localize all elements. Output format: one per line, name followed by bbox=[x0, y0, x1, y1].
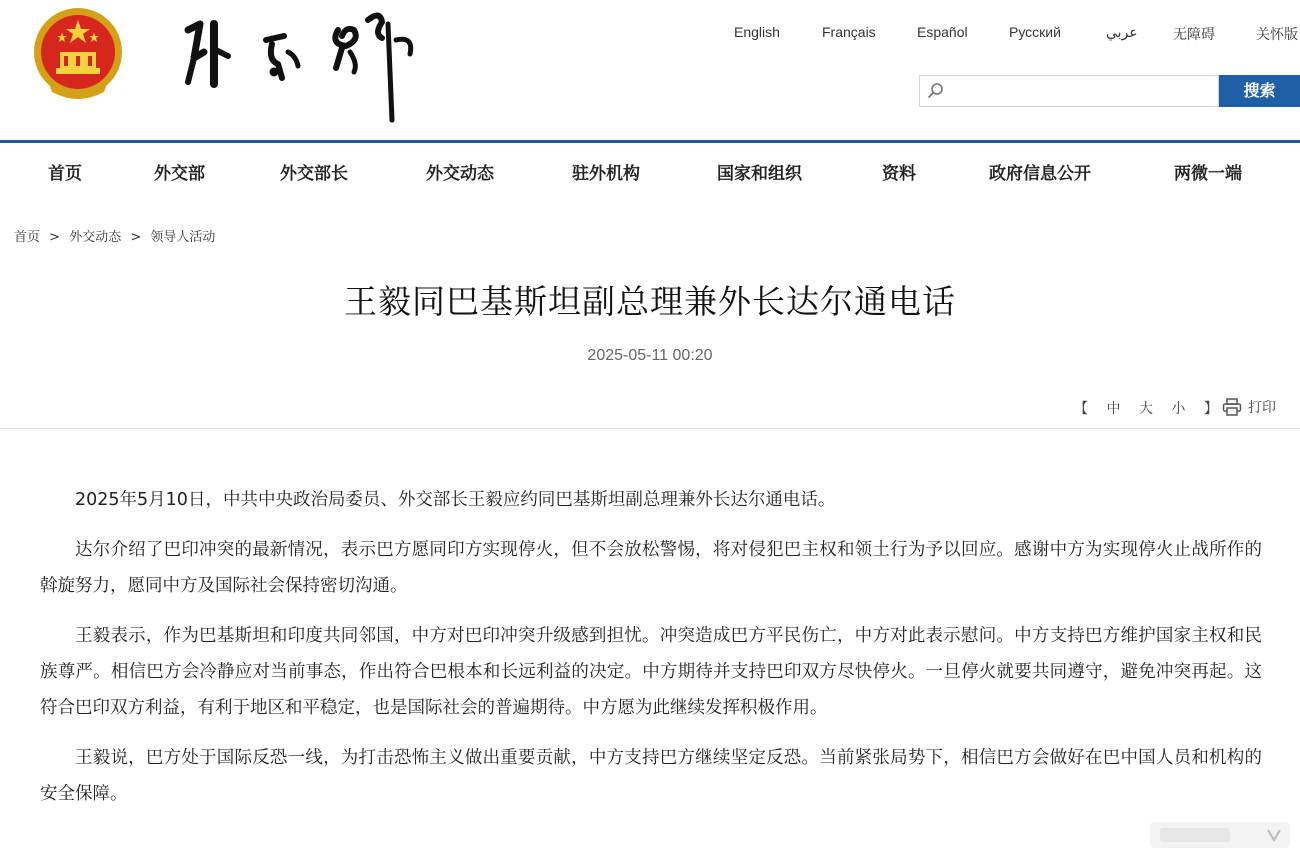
search-input[interactable] bbox=[950, 76, 1216, 106]
nav-item-missions[interactable]: 驻外机构 bbox=[572, 164, 640, 184]
article-body bbox=[40, 482, 1262, 826]
breadcrumb-separator: > bbox=[130, 230, 142, 245]
lang-spanish-link[interactable]: Español bbox=[917, 24, 968, 40]
care-mode-link[interactable]: 关怀版 bbox=[1256, 26, 1298, 42]
main-nav bbox=[0, 143, 1300, 195]
lang-english-link[interactable]: English bbox=[734, 24, 780, 40]
search-button[interactable]: 搜索 bbox=[1219, 75, 1300, 107]
breadcrumb-leaders[interactable]: 领导人活动 bbox=[150, 230, 216, 245]
breadcrumb-separator: > bbox=[49, 230, 61, 245]
article-date: 2025-05-11 00:20 bbox=[587, 347, 713, 364]
lang-french-link[interactable]: Français bbox=[822, 24, 876, 40]
nav-item-home[interactable]: 首页 bbox=[48, 164, 82, 184]
article-divider bbox=[0, 428, 1300, 429]
article-title: 王毅同巴基斯坦副总理兼外长达尔通电话 bbox=[344, 282, 956, 321]
print-button[interactable] bbox=[1222, 397, 1276, 417]
article-paragraph: 达尔介绍了巴印冲突的最新情况，表示巴方愿同印方实现停火，但不会放松警惕，将对侵犯巴主权和领土行为予以回应。感谢中方为实现停火止战所作的斡旋努力，愿同中方及国际社会保持密切沟通。 bbox=[40, 540, 1262, 596]
font-size-medium-button[interactable]: 中 bbox=[1106, 401, 1121, 417]
font-size-small-button[interactable]: 小 bbox=[1171, 401, 1186, 417]
breadcrumb bbox=[14, 226, 215, 245]
nav-item-social[interactable]: 两微一端 bbox=[1174, 164, 1242, 184]
site-header bbox=[0, 0, 1300, 142]
national-emblem-icon[interactable] bbox=[32, 6, 124, 102]
ministry-calligraphy-logo[interactable] bbox=[170, 0, 430, 130]
accessibility-link[interactable]: 无障碍 bbox=[1173, 26, 1215, 42]
article-paragraph: 王毅表示，作为巴基斯坦和印度共同邻国，中方对巴印冲突升级感到担忧。冲突造成巴方平民伤亡，中方对此表示慰问。中方支持巴方维护国家主权和民族尊严。相信巴方会冷静应对当前事态，作出符合巴根本和长远利益的决定。中方期待并支持巴印双方尽快停火。一旦停火就要共同遵守，避免冲突再起。这符合巴印双方利益，有利于地区和平稳定，也是国际社会的普遍期待。中方愿为此继续发挥积极作用。 bbox=[40, 626, 1262, 718]
nav-item-countries[interactable]: 国家和组织 bbox=[717, 164, 802, 184]
article-paragraph: 2025年5月10日，中共中央政治局委员、外交部长王毅应约同巴基斯坦副总理兼外长达尔通电话。 bbox=[75, 490, 836, 510]
article-paragraph: 王毅说，巴方处于国际反恐一线，为打击恐怖主义做出重要贡献，中方支持巴方继续坚定反恐。当前紧张局势下，相信巴方会做好在巴中国人员和机构的安全保障。 bbox=[40, 748, 1262, 804]
printer-icon bbox=[1222, 398, 1242, 416]
bracket-close: 】 bbox=[1203, 401, 1218, 417]
nav-item-news[interactable]: 外交动态 bbox=[426, 164, 494, 184]
font-size-controls bbox=[1074, 398, 1232, 418]
bracket-open: 【 bbox=[1074, 401, 1088, 417]
search-box bbox=[919, 75, 1219, 107]
font-size-large-button[interactable]: 大 bbox=[1138, 401, 1153, 417]
language-bar bbox=[734, 24, 1300, 44]
nav-item-minister[interactable]: 外交部长 bbox=[280, 164, 348, 184]
print-label: 打印 bbox=[1248, 400, 1276, 416]
lang-arabic-link[interactable]: عربي bbox=[1106, 24, 1138, 40]
nav-item-ministry[interactable]: 外交部 bbox=[154, 164, 205, 184]
watermark-mark bbox=[1150, 822, 1290, 848]
breadcrumb-news[interactable]: 外交动态 bbox=[69, 230, 122, 245]
breadcrumb-home[interactable]: 首页 bbox=[14, 230, 41, 245]
nav-item-disclosure[interactable]: 政府信息公开 bbox=[989, 164, 1091, 184]
nav-item-resources[interactable]: 资料 bbox=[882, 164, 916, 184]
search-icon bbox=[927, 82, 945, 100]
lang-russian-link[interactable]: Русский bbox=[1009, 24, 1061, 40]
